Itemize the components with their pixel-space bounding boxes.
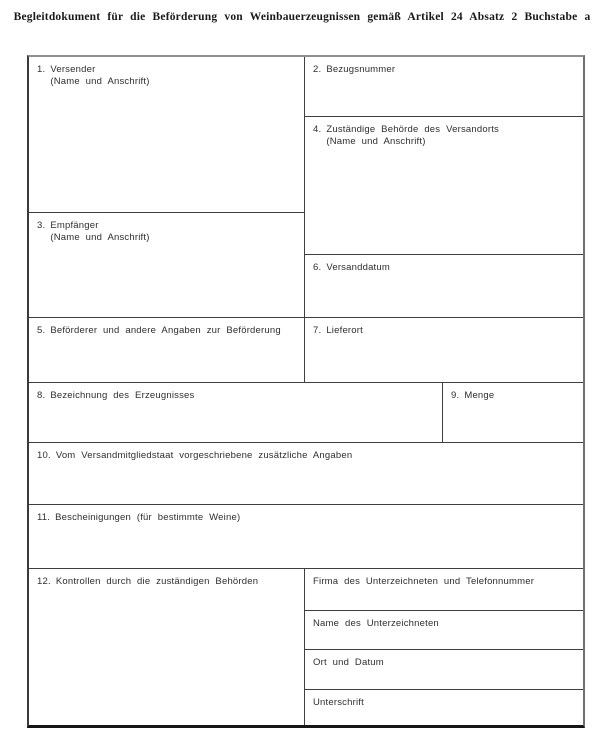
field-number: 5.: [37, 325, 46, 336]
field-number: 10.: [37, 450, 51, 461]
field-label: Bezugsnummer: [326, 64, 396, 75]
wine-transport-form: [27, 55, 585, 728]
field-label: Firma des Unterzeichneten und Telefonnummer: [313, 576, 535, 587]
field-number: 3.: [37, 220, 46, 231]
field-label: Name des Unterzeichneten: [313, 618, 439, 629]
field-label: Lieferort: [326, 325, 363, 336]
field-2-bezugsnummer: [305, 57, 583, 117]
field-8-bezeichnung-erzeugnis: [29, 383, 443, 443]
field-label: Empfänger (Name und Anschrift): [50, 220, 296, 245]
field-number: 6.: [313, 262, 322, 273]
signature-ort-datum-cell: [305, 650, 583, 690]
field-label: Bescheinigungen (für bestimmte Weine): [55, 512, 241, 523]
field-label: Ort und Datum: [313, 657, 384, 668]
field-sublabel: (Name und Anschrift): [326, 136, 426, 148]
field-7-lieferort: [305, 318, 583, 383]
field-label: Bezeichnung des Erzeugnisses: [50, 390, 195, 401]
field-12-kontrollen: [29, 569, 305, 725]
signature-firma-cell: [305, 569, 583, 611]
field-number: 12.: [37, 576, 51, 587]
field-number: 4.: [313, 124, 322, 135]
field-4-zustaendige-behoerde: [305, 117, 583, 255]
field-number: 9.: [451, 390, 460, 401]
field-sublabel: (Name und Anschrift): [50, 76, 150, 88]
field-number: 7.: [313, 325, 322, 336]
field-label: Versender (Name und Anschrift): [50, 64, 296, 89]
field-6-versanddatum: [305, 255, 583, 318]
field-label: Vom Versandmitgliedstaat vorgeschriebene zusätzliche Angaben: [55, 450, 353, 461]
field-number: 11.: [37, 512, 51, 523]
field-9-menge: [443, 383, 583, 443]
field-11-bescheinigungen: [29, 505, 583, 569]
field-label: Versanddatum: [326, 262, 390, 273]
field-3-empfaenger: [29, 213, 305, 318]
field-10-zusaetzliche-angaben: [29, 443, 583, 505]
field-1-versender: [29, 57, 305, 213]
field-sublabel: (Name und Anschrift): [50, 232, 150, 244]
field-number: 1.: [37, 64, 46, 75]
document-title: Begleitdokument für die Beförderung von Weinbauerzeugnissen gemäß Artikel 24 Absatz 2 Buchstabe a: [13, 11, 591, 23]
field-label: Kontrollen durch die zuständigen Behörden: [55, 576, 259, 587]
signature-unterschrift-cell: [305, 690, 583, 725]
field-number: 8.: [37, 390, 46, 401]
field-label: Zuständige Behörde des Versandorts (Name und Anschrift): [326, 124, 575, 149]
field-label: Beförderer und andere Angaben zur Beförderung: [50, 325, 281, 336]
field-label: Menge: [464, 390, 495, 401]
field-label: Unterschrift: [313, 697, 364, 708]
field-number: 2.: [313, 64, 322, 75]
signature-name-cell: [305, 611, 583, 650]
field-5-befoerderer: [29, 318, 305, 383]
